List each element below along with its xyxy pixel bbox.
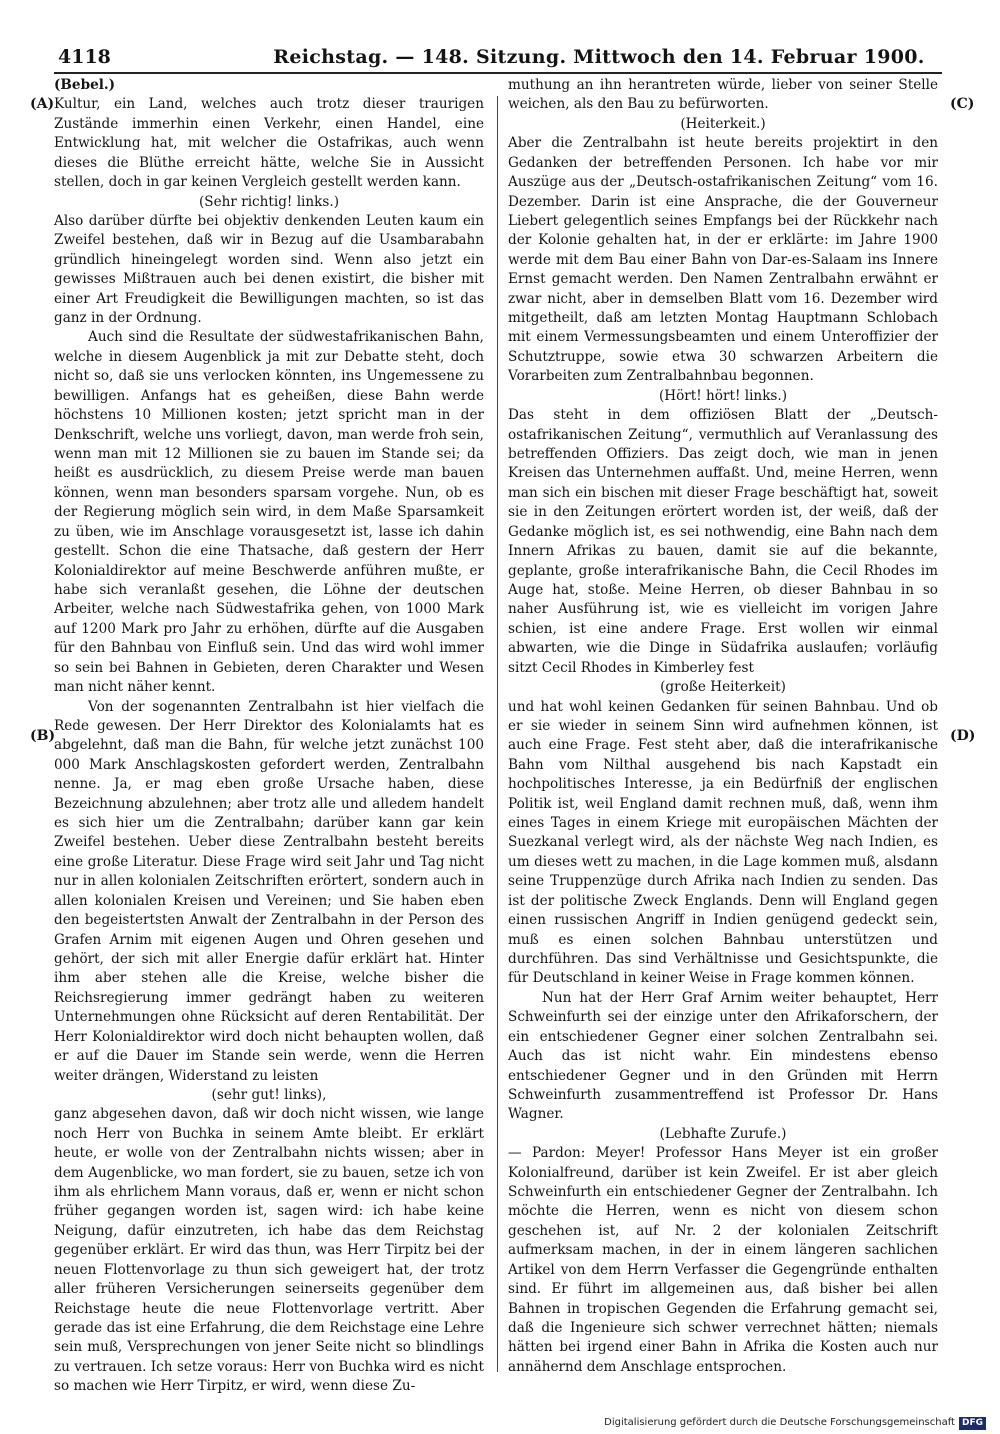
running-head: Reichstag. — 148. Sitzung. Mittwoch den 14. Februar 1900.: [273, 46, 925, 68]
header-rule: [54, 72, 942, 74]
interjection: (Hört! hört! links.): [658, 387, 788, 404]
paragraph: — Pardon: Meyer! Professor Hans Meyer ist ein großer Kolonialfreund, darüber ist kein Zweifel. Er ist aber gleich Schweinfurth ein entschiedener Gegner der Zentralbahn. Ich möchte die Herren, wenn es nicht von diesem schon geschehen ist, auf Nr. 2 der kolonialen Zeitschrift aufmerksam machen, in der in einem längeren sachlichen Artikel von dem Herrn Verfasser die Gegengründe enthalten sind. Er führt im allgemeinen aus, daß bisher bei allen Bahnen in tropischen Gegenden die Erfahrung gemacht sei, daß die Ingenieure sich schwer verrechnet hätten; niemals hätten bei irgend einer Bahn in Afrika die Kosten auch nur annähernd dem Anschlage entsprochen.: [508, 1145, 938, 1375]
interjection: (Heiterkeit.): [680, 115, 766, 132]
speaker-label: (Bebel.): [54, 77, 116, 93]
paragraph: Das steht in dem offiziösen Blatt der „Deutsch-ostafrikanischen Zeitung“, vermuthlich auf Veranlassung des betreffenden Offiziers. Das zeigt doch, wie man in jenen Kreisen das Unternehmen auffaßt. Und, meine Herren, wenn man sich ein bischen mit dieser Frage beschäftigt hat, soweit sie in den Zeitungen erörtert worden ist, der weiß, daß der Gedanke möglich ist, es sei nothwendig, eine Bahn nach dem Innern Afrikas zu bauen, damit sie auf die bekannte, geplante, große interafrikanische Bahn, die Cecil Rhodes im Auge hat, stoße. Meine Herren, ob dieser Bahnbau in so naher Ausführung ist, wie es vielleicht im vorigen Jahre schien, ist eine andere Frage. Erst wollen wir einmal abwarten, wie die Dinge in Südafrika auslaufen; vorläufig sitzt Cecil Rhodes in Kimberley fest: [508, 407, 938, 676]
margin-marker-d: (D): [950, 728, 976, 744]
interjection: (Lebhafte Zurufe.): [659, 1125, 787, 1142]
paragraph: ganz abgesehen davon, daß wir doch nicht wissen, wie lange noch Herr von Buchka in seinem Amte bleibt. Er erklärt heute, er wolle von der Zentralbahn nichts wissen; aber in dem Augenblicke, wo man fordert, sie zu bauen, setze ich von ihm als ehrlichem Mann voraus, daß er, wenn er nicht schon früher gegangen worden ist, sagen wird: ich habe keine Neigung, dafür einzutreten, ich habe das dem Reichstag gegenüber erklärt. Er wird das thun, was Herr Tirpitz bei der neuen Flottenvorlage zu thun sich geweigert hat, der trotz aller früheren Versicherungen seinerseits gegenüber dem Reichstage heute die neue Flottenvorlage vertritt. Aber gerade das ist eine Erfahrung, die dem Reichstage eine Lehre sein muß, Versprechungen von jener Seite nicht so blindlings zu vertrauen. Ich setze voraus: Herr von Buchka wird es nicht so machen wie Herr Tirpitz, er wird, wenn diese Zu-: [54, 1106, 484, 1395]
page-header: [58, 44, 940, 70]
left-column: [54, 76, 484, 1397]
right-column: [508, 76, 938, 1377]
digitization-footer: [604, 1416, 986, 1430]
column-divider: [497, 96, 498, 1372]
paragraph: Aber die Zentralbahn ist heute bereits projektirt in den Gedanken der betreffenden Personen. Ich habe vor mir Auszüge aus der „Deutsch-ostafrikanischen Zeitung“ vom 16. Dezember. Darin ist eine Ansprache, die der Gouverneur Liebert gelegentlich seines Empfangs bei der Rückkehr nach der Kolonie gehalten hat, in der er erklärte: im Jahre 1900 werde mit dem Bau einer Bahn von Dar-es-Salaam ins Innere Ernst gemacht werden. Den Namen Zentralbahn erwähnt er zwar nicht, aber in demselben Blatt vom 16. Dezember wird mitgetheilt, daß am letzten Montag Hauptmann Schlobach mit einem Vermessungsbeamten und einem Unteroffizier der Schutztruppe, sowie etwa 30 schwarzen Arbeitern die Vorarbeiten zum Zentralbahnbau begonnen.: [508, 135, 938, 385]
interjection: (sehr gut! links),: [211, 1086, 327, 1103]
paragraph: Also darüber dürfte bei objektiv denkenden Leuten kaum ein Zweifel bestehen, daß wir in Bezug auf die Usambarabahn gründlich hineingelegt worden sind. Wenn also jetzt ein gewisses Mißtrauen auch bei denen existirt, die bisher mit einer Art Freudigkeit die Bewilligungen machten, so ist das ganz in der Ordnung.: [54, 212, 484, 327]
paragraph: Auch sind die Resultate der südwestafrikanischen Bahn, welche in diesem Augenblick ja mit zur Debatte steht, doch nicht so, daß sie uns verlocken könnten, ins Ungemessene zu bewilligen. Anfangs hat es geheißen, diese Bahn werde höchstens 10 Millionen kosten; jetzt spricht man in der Denkschrift, welche uns vorliegt, davon, man werde froh sein, wenn man mit 12 Millionen sie zu bauen im Stande sei; da heißt es ausdrücklich, zu diesem Preise werde man bauen können, wenn man besonders sparsam vorgehe. Nun, ob es der Regierung möglich sein wird, in dem Maße Sparsamkeit zu üben, wie im Anschlage vorausgesetzt ist, lasse ich dahin gestellt. Schon die eine Thatsache, daß gestern der Herr Kolonialdirektor auf meine Beschwerde anführen mußte, er habe sich veranlaßt gesehen, die Löhne der deutschen Arbeiter, welche nach Südwestafrika gehen, von 1000 Mark auf 1200 Mark pro Jahr zu erhöhen, dürfte auf die Ausgaben für den Bahnbau von Einfluß sein. Und das wird wohl immer so sein bei Bahnen in Gebieten, deren Charakter und Wesen man nicht näher kennt.: [54, 329, 484, 696]
margin-marker-c: (C): [950, 96, 975, 112]
dfg-logo: DFG: [959, 1417, 986, 1430]
margin-marker-a: (A): [30, 96, 55, 112]
interjection: (Sehr richtig! links.): [198, 193, 340, 210]
paragraph: Von der sogenannten Zentralbahn ist hier vielfach die Rede gewesen. Der Herr Direktor des Kolonialamts hat es abgelehnt, daß man die Bahn, für welche jetzt zunächst 100 000 Mark Anschlagskosten gefordert werden, Zentralbahn nenne. Ja, er mag eben große Ursache haben, diese Bezeichnung abzulehnen; aber trotz alle und alledem handelt es sich hier um die Zentralbahn; darüber kann gar kein Zweifel bestehen. Ueber diese Zentralbahn besteht bereits eine große Literatur. Diese Frage wird seit Jahr und Tag nicht nur in allen kolonialen Zeitschriften erörtert, sondern auch in allen kolonialen Kreisen und Vereinen; und Sie haben eben den begeistertsten Anwalt der Zentralbahn in der Person des Grafen Arnim mit eigenen Augen und Ohren gesehen und gehört, der sich mit aller Energie dafür erklärt hat. Hinter ihm aber stehen alle die Kreise, welche bisher die Reichsregierung immer gedrängt haben zu weiteren Unternehmungen ohne Rücksicht auf deren Rentabilität. Der Herr Kolonialdirektor wird doch nicht behaupten wollen, daß er auf die Dauer im Stande sein werde, wenn die Herren weiter drängen, Widerstand zu leisten: [54, 698, 484, 1084]
page-number: 4118: [58, 46, 111, 68]
margin-marker-b: (B): [30, 728, 56, 744]
paragraph: und hat wohl keinen Gedanken für seinen Bahnbau. Und ob er sie wieder in seinem Sinn wird aufnehmen können, ist auch eine Frage. Fest steht aber, daß die interafrikanische Bahn vom Nilthal ausgehend bis nach Kapstadt ein hochpolitisches Interesse, ja ein Bedürfniß der englischen Politik ist, weil England damit rechnen muß, daß, wenn ihm eines Tages in einem Kriege mit europäischen Mächten der Suezkanal verlegt wird, als der nächste Weg nach Indien, es um dieses wett zu machen, in die Lage kommen muß, alsdann seine Truppenzüge durch Afrika nach Indien zu senden. Das ist der politische Zweck Englands. Denn will England gegen einen russischen Angriff in Indien genügend gedeckt sein, muß es einen solchen Bahnbau unterstützen und durchführen. Das sind Verhältnisse und Gesichtspunkte, die für Deutschland in keiner Weise in Frage kommen können.: [508, 698, 938, 987]
interjection: (große Heiterkeit): [660, 679, 786, 696]
paragraph: muthung an ihn herantreten würde, lieber von seiner Stelle weichen, als den Bau zu befürworten.: [508, 77, 938, 113]
paragraph: Kultur, ein Land, welches auch trotz dieser traurigen Zustände immerhin einen Verkehr, einen Handel, eine Entwicklung hat, mit welcher die Ostafrikas, auch wenn dieses die Blüthe erreicht hätte, welche Sie in Aussicht stellen, doch in gar keinen Vergleich gestellt werden kann.: [54, 96, 484, 191]
paragraph: Nun hat der Herr Graf Arnim weiter behauptet, Herr Schweinfurth sei der einzige unter den Afrikaforschern, der ein entschiedener Gegner einer solchen Zentralbahn sei. Auch das ist nicht wahr. Ein mindestens ebenso entschiedener Gegner und in den Gründen mit Herrn Schweinfurth zusammentreffend ist Professor Dr. Hans Wagner.: [508, 989, 938, 1123]
footer-credit: Digitalisierung gefördert durch die Deutsche Forschungsgemeinschaft: [604, 1417, 955, 1428]
